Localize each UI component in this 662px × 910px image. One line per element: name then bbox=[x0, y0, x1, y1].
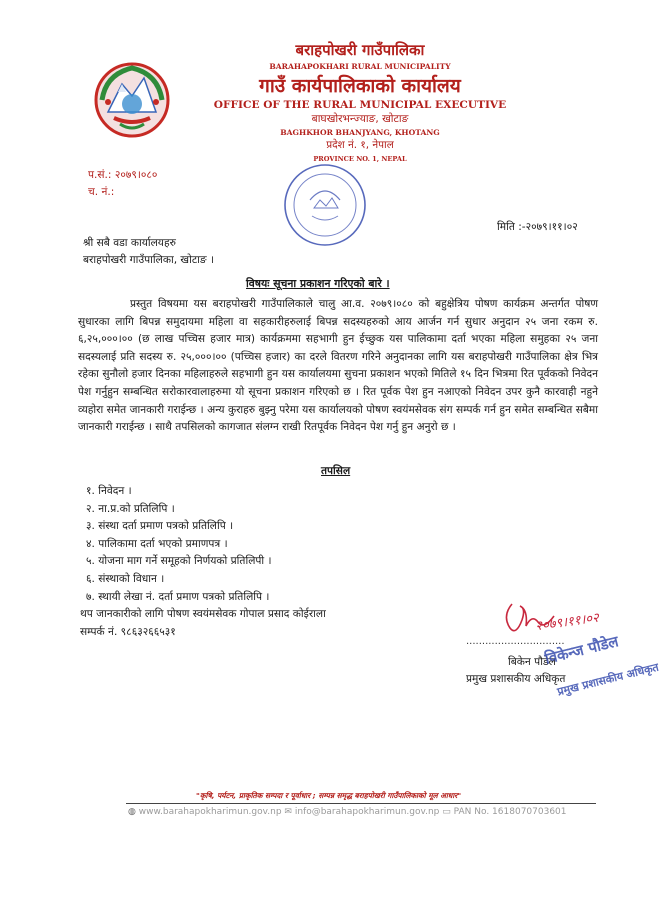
list-item: १. निवेदन । bbox=[86, 485, 132, 497]
signatory-name-stamp: विकेन्ज पौडेल bbox=[542, 632, 621, 668]
list-item: ४. पालिकामा दर्ता भएको प्रमाणपत्र । bbox=[86, 537, 228, 550]
address-np: बाघखोरभन्ज्याङ, खोटाङ bbox=[311, 113, 409, 125]
signatory-designation: प्रमुख प्रशासकीय अधिकृत bbox=[466, 673, 566, 685]
list-item: ७. स्थायी लेखा नं. दर्ता प्रमाण पत्रको प्रतिलिपि । bbox=[86, 590, 270, 603]
letter-date: मिति :-२०७९।११।०२ bbox=[497, 221, 578, 233]
footer-contact-row bbox=[128, 807, 567, 817]
id-card-icon: ▭ bbox=[442, 807, 451, 817]
recipient-line-2: बराहपोखरी गाउँपालिका, खोटाङ । bbox=[83, 254, 215, 266]
footer-slogan: "कृषि, पर्यटन, प्राकृतिक सम्पदा र पूर्वाधार ; सम्पन्न समृद्ध बराहपोखरी गाउँपालिकाको मूल आधार" bbox=[196, 791, 462, 800]
province-en: PROVINCE NO. 1, NEPAL bbox=[313, 155, 407, 163]
municipality-name-en: BARAHAPOKHARI RURAL MUNICIPALITY bbox=[269, 62, 451, 71]
contact-line-2: सम्पर्क नं. ९८६३२६६५३१ bbox=[80, 626, 176, 638]
tapsil-list bbox=[86, 483, 272, 606]
footer-website: www.barahapokharimun.gov.np bbox=[138, 807, 282, 817]
province-np: प्रदेश नं. १, नेपाल bbox=[326, 139, 394, 151]
dispatch-number: च. नं.: bbox=[88, 186, 115, 198]
globe-icon: ◍ bbox=[128, 807, 136, 817]
list-item: ५. योजना माग गर्ने समूहको निर्णयको प्रतिलिपी । bbox=[86, 555, 272, 568]
municipality-name-np: बराहपोखरी गाउँपालिका bbox=[295, 41, 425, 59]
office-round-stamp bbox=[280, 160, 370, 250]
footer-rule bbox=[126, 803, 596, 804]
signatory-name: बिकेन पौडेल bbox=[508, 656, 556, 668]
list-item: २. ना.प्र.को प्रतिलिपि । bbox=[86, 502, 175, 515]
body-paragraph: प्रस्तुत विषयमा यस बराहपोखरी गाउँपालिकाले चालु आ.व. २०७९।०८० को बहुक्षेत्रिय पोषण कार्यक्रम अन्तर्गत पोषण सुधारका लागि बिपन्न समुदायमा महिला वा सहकारीहरुलाई बिपन्न सदस्यहरुको आय आर्जन गर्न सुधार अनुदान २५ जना रकम रु. ६,२५,०००।०० (छ लाख पच्चिस हजार मात्र) कार्यक्रममा सहभागी हुन ईच्छुक यस पालिकामा दर्ता भएका महिला समुहका २५ जना सदस्यलाई प्रति सदस्य रु. २५,०००।०० (पच्चिस हजार) का दरले वितरण गरिने अनुदानका लागि यस बराहपोखरी गाउँपालिका क्षेत्र भित्र रहेका सुनौलो हजार दिनका महिलाहरुले सहभागी हुन यस कार्यालयमा सुचना प्रकाशन भएको मितिले १५ दिन भित्रमा रित पूर्वकको निवेदन पेश गर्नुहुन सम्बन्धित सरोकारवालाहरुमा यो सूचना प्रकाशन गरिएको छ । रित पूर्वक पेश हुन नआएको निवेदन उपर कुनै कारवाही नहुने व्यहोरा समेत जानकारी गराईन्छ । अन्य कुराहरु बुझ्नु परेमा यस कार्यालयको पोषण स्वयंमसेवक संग सम्पर्क गर्न हुन समेत सम्बन्धित सबैमा जानकारी गराईन्छ । साथै तपसिलको कागजात संलग्न राखी रितपूर्वक निवेदन पेश गर्नु हुन अनुरो छ । bbox=[78, 298, 598, 434]
office-name-np: गाउँ कार्यपालिकाको कार्यालय bbox=[259, 75, 461, 97]
signature-date-handwritten: २०७९।११।०२ bbox=[534, 610, 600, 635]
office-name-en: OFFICE OF THE RURAL MUNICIPAL EXECUTIVE bbox=[213, 99, 507, 111]
subject-line: विषयः सूचना प्रकाशन गरिएको बारे । bbox=[246, 277, 390, 290]
signature-dotted-line: ............................... bbox=[466, 636, 565, 647]
footer-pan: PAN No. 1618070703601 bbox=[453, 807, 567, 817]
reference-number: प.सं.: २०७९।०८० bbox=[88, 169, 158, 181]
tapsil-heading: तपसिल bbox=[321, 465, 351, 477]
address-en: BAGHKHOR BHANJYANG, KHOTANG bbox=[280, 128, 440, 137]
nepal-emblem-logo bbox=[92, 60, 172, 140]
mail-icon: ✉ bbox=[284, 807, 292, 817]
contact-line-1: थप जानकारीको लागि पोषण स्वयंमसेवक गोपाल प्रसाद कोईराला bbox=[80, 608, 326, 620]
signatory-designation-stamp: प्रमुख प्रशासकीय अधिकृत bbox=[555, 660, 660, 699]
list-item: ६. संस्थाको विधान । bbox=[86, 572, 165, 585]
footer-email: info@barahapokharimun.gov.np bbox=[294, 807, 440, 817]
recipient-line-1: श्री सबै वडा कार्यालयहरु bbox=[83, 237, 176, 249]
list-item: ३. संस्था दर्ता प्रमाण पत्रको प्रतिलिपि । bbox=[86, 520, 234, 533]
